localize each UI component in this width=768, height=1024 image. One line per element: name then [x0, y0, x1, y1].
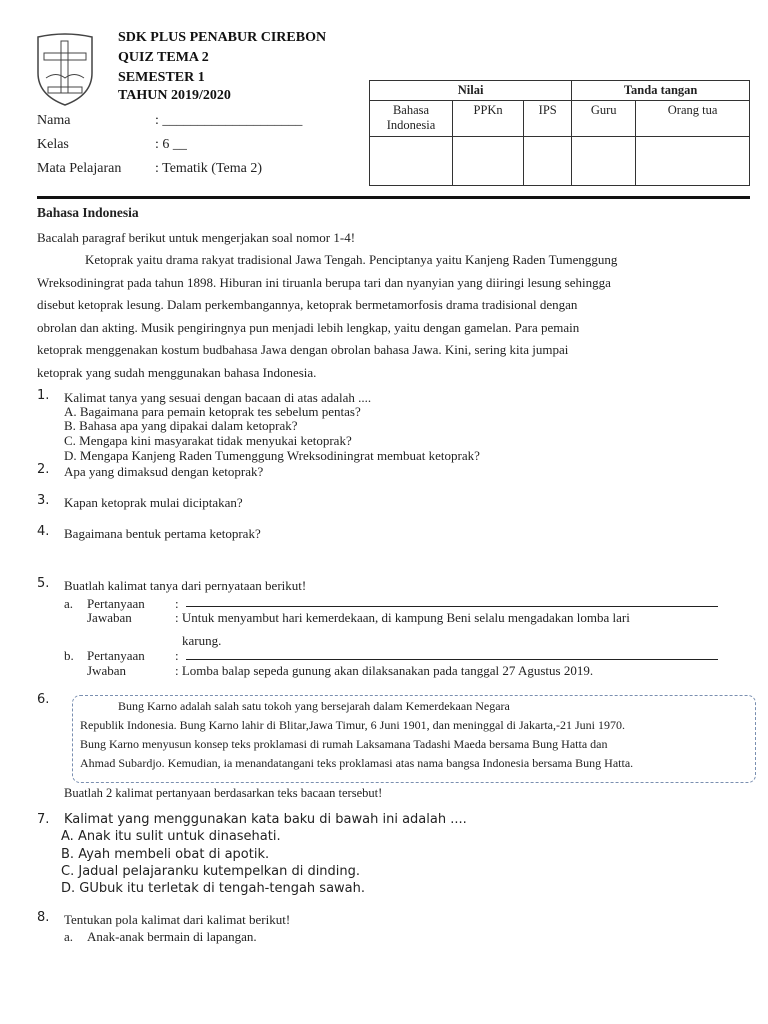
signature-header: Tanda tangan	[572, 81, 750, 101]
option-text: Ayah membeli obat di apotik.	[78, 847, 270, 862]
q4-number: 4.	[37, 524, 50, 539]
q4-text: Bagaimana bentuk pertama ketoprak?	[64, 526, 261, 541]
q5a-question-label: Pertanyaan	[87, 596, 145, 611]
paragraph-line: obrolan dan akting. Musik pengiringnya pun menjadi lebih lengkap, yaitu dengan gamelan. Para pemain	[37, 320, 580, 335]
school-name: SDK PLUS PENABUR CIREBON	[118, 30, 327, 45]
q5b-colon: :	[175, 648, 179, 663]
option-text: Bagaimana para pemain ketoprak tes sebelum pentas?	[79, 404, 361, 419]
col-guru: Guru	[572, 101, 636, 137]
q5b-letter: b.	[64, 648, 74, 663]
paragraph-line: ketoprak menggenakan kostum budbahasa Jawa dengan obrolan bahasa Jawa. Kini, sering kita jumpai	[37, 342, 569, 357]
divider	[37, 196, 750, 199]
option-letter: C.	[61, 864, 75, 879]
name-field[interactable]: : ____________________	[155, 113, 303, 128]
col-ppkn: PPKn	[453, 101, 524, 137]
col-orangtua: Orang tua	[636, 101, 750, 137]
q5b-answer-line[interactable]	[186, 659, 718, 660]
q6-box-line: Bung Karno adalah salah satu tokoh yang bersejarah dalam Kemerdekaan Negara	[118, 699, 510, 713]
q2-number: 2.	[37, 462, 50, 477]
paragraph-line: Wreksodiningrat pada tahun 1898. Hiburan ini tiruanla berupa tari dan nyanyian yang diiringi lesung sehingga	[37, 275, 611, 290]
q5a-letter: a.	[64, 596, 74, 611]
score-cell[interactable]	[453, 137, 524, 186]
q3-text: Kapan ketoprak mulai diciptakan?	[64, 495, 243, 510]
option-letter: A.	[61, 829, 74, 844]
col-ips: IPS	[524, 101, 572, 137]
option-text: Jadual pelajaranku kutempelkan di dinding.	[78, 864, 361, 879]
class-label: Kelas	[37, 137, 69, 152]
q6-box-line: Republik Indonesia. Bung Karno lahir di Blitar,Jawa Timur, 6 Juni 1901, dan meninggal di Jakarta,-21 Juni 1970.	[80, 718, 625, 732]
year: TAHUN 2019/2020	[118, 88, 231, 103]
option-text: Anak itu sulit untuk dinasehati.	[77, 829, 281, 844]
semester: SEMESTER 1	[118, 70, 205, 85]
q5-text: Buatlah kalimat tanya dari pernyataan berikut!	[64, 578, 307, 593]
q7-text: Kalimat yang menggunakan kata baku di bawah ini adalah ....	[64, 812, 467, 827]
q1-number: 1.	[37, 388, 50, 403]
q7-option-b[interactable]	[61, 847, 269, 862]
paragraph-line: ketoprak yang sudah menggunakan bahasa Indonesia.	[37, 365, 317, 380]
score-cell[interactable]	[524, 137, 572, 186]
q8a-text: Anak-anak bermain di lapangan.	[87, 929, 257, 944]
score-cell[interactable]	[572, 137, 636, 186]
q7-option-a[interactable]	[61, 829, 281, 844]
q6-number: 6.	[37, 692, 50, 707]
paragraph-line: disebut ketoprak lesung. Dalam perkembangannya, ketoprak bermetamorfosis drama tradisional dengan	[37, 297, 578, 312]
q7-option-c[interactable]	[61, 864, 360, 879]
class-field[interactable]: : 6 __	[155, 137, 187, 152]
option-text: Mengapa kini masyarakat tidak menyukai ketoprak?	[79, 433, 352, 448]
option-text: Mengapa Kanjeng Raden Tumenggung Wreksodiningrat membuat ketoprak?	[79, 448, 480, 463]
q5a-answer: : Untuk menyambut hari kemerdekaan, di kampung Beni selalu mengadakan lomba lari	[175, 610, 630, 625]
option-letter: C.	[64, 433, 76, 448]
q2-text: Apa yang dimaksud dengan ketoprak?	[64, 464, 264, 479]
q1-option-c[interactable]	[64, 433, 352, 449]
q6-box-line: Ahmad Subardjo. Kemudian, ia menandatangani teks proklamasi atas nama bangsa Indonesia bersama Bung Hatta.	[80, 756, 634, 770]
q6-task: Buatlah 2 kalimat pertanyaan berdasarkan teks bacaan tersebut!	[64, 786, 383, 800]
option-letter: A.	[64, 404, 77, 419]
q5a-answer-label: Jawaban	[87, 610, 132, 625]
q8a-letter: a.	[64, 929, 74, 944]
score-table	[369, 80, 750, 186]
q7-number: 7.	[37, 812, 50, 827]
q3-number: 3.	[37, 493, 50, 508]
section-title: Bahasa Indonesia	[37, 205, 139, 220]
q8-text: Tentukan pola kalimat dari kalimat berikut!	[64, 912, 291, 927]
subject-label: Mata Pelajaran	[37, 161, 122, 176]
nilai-header: Nilai	[370, 81, 572, 101]
q6-box-line: Bung Karno menyusun konsep teks proklamasi di rumah Laksamana Tadashi Maeda bersama Bung Hatta dan	[80, 737, 608, 751]
q1-option-b[interactable]	[64, 418, 298, 434]
option-letter: D.	[61, 881, 76, 896]
paragraph-line: Ketoprak yaitu drama rakyat tradisional Jawa Tengah. Penciptanya yaitu Kanjeng Raden Tumenggung	[85, 252, 618, 267]
school-logo-icon	[34, 33, 96, 108]
quiz-title: QUIZ TEMA 2	[118, 50, 209, 65]
score-cell[interactable]	[636, 137, 750, 186]
q5a-answer-line[interactable]	[186, 606, 718, 607]
q7-option-d[interactable]	[61, 881, 365, 896]
name-label: Nama	[37, 113, 71, 128]
option-text: GUbuk itu terletak di tengah-tengah sawah.	[79, 881, 366, 896]
q1-option-d[interactable]	[64, 448, 480, 464]
col-bahasa: Bahasa Indonesia	[370, 101, 453, 137]
q1-text: Kalimat tanya yang sesuai dengan bacaan di atas adalah ....	[64, 390, 372, 405]
q5a-answer-cont: karung.	[182, 633, 222, 648]
instruction: Bacalah paragraf berikut untuk mengerjakan soal nomor 1-4!	[37, 230, 356, 245]
option-text: Bahasa apa yang dipakai dalam ketoprak?	[79, 418, 298, 433]
q5-number: 5.	[37, 576, 50, 591]
q8-number: 8.	[37, 910, 50, 925]
option-letter: B.	[61, 847, 75, 862]
q5a-colon: :	[175, 596, 179, 611]
q5b-answer-label: Jwaban	[87, 663, 126, 678]
q5b-answer: : Lomba balap sepeda gunung akan dilaksanakan pada tanggal 27 Agustus 2019.	[175, 663, 594, 678]
subject-value: : Tematik (Tema 2)	[155, 161, 263, 176]
score-cell[interactable]	[370, 137, 453, 186]
option-letter: B.	[64, 418, 76, 433]
q5b-question-label: Pertanyaan	[87, 648, 145, 663]
option-letter: D.	[64, 448, 77, 463]
